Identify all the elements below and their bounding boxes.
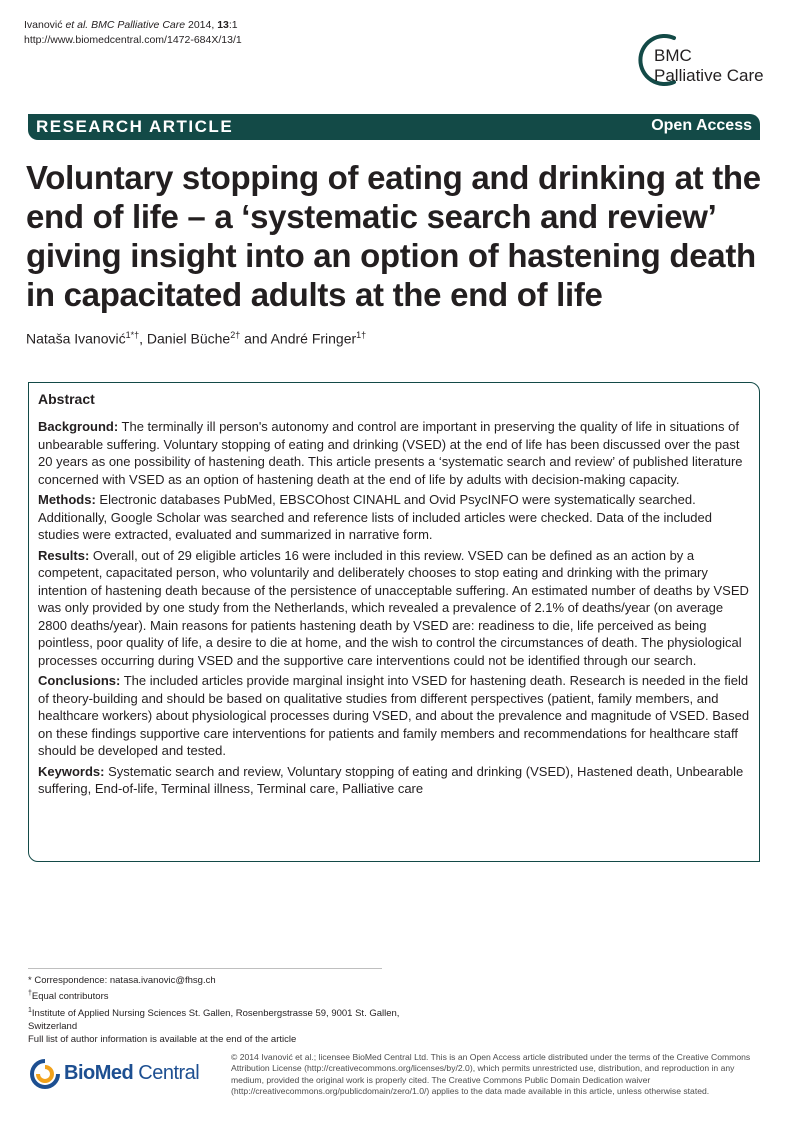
article-url[interactable]: http://www.biomedcentral.com/1472-684X/13/1: [24, 34, 242, 46]
abstract-keywords: Keywords: Systematic search and review, Voluntary stopping of eating and drinking (VSED), Hastened death, Unbearable suffering, End-of-life, Terminal illness, Terminal care, Palliative care: [38, 763, 744, 796]
biomed-swirl-icon: [28, 1058, 62, 1090]
affiliation-note: $^1$Institute of Applied Nursing Sciences St. Gallen, Rosenbergstrasse 59, 9001 St. Gallen, Switzerland: [28, 1006, 400, 1032]
author-name[interactable]: Nataša Ivanović: [26, 330, 126, 347]
open-access-label: Open Access: [651, 117, 752, 134]
license-statement: © 2014 Ivanović et al.; licensee BioMed Central Ltd. This is an Open Access article distributed under the terms of the Creative Commons Attribution License (http://creativecommons.org/licenses/by/2.0), which permits unrestricted use, distribution, and reproduction in any medium, provided the original work is properly cited. The Creative Commons Public Domain Dedication waiver (http://creativecommons.org/publicdomain/zero/1.0/) applies to the data made available in this article, unless otherwise stated.: [231, 1052, 751, 1096]
journal-citation: Ivanović et al. BMC Palliative Care 2014, 13:1: [24, 19, 238, 31]
abstract-results: Results: Overall, out of 29 eligible articles 16 were included in this review. VSED can be defined as an action by a competent, capacitated person, who voluntarily and deliberately chooses to stop eating and drinking with the primary intention of hastening death because of the persistence of unacceptable suffering. An estimated number of deaths by VSED was only provided by one study from the Netherlands, which revealed a prevalence of 2.1% of deaths/year (on average 2800 deaths/year). Main reasons for patients hastening death by VSED are: readiness to die, life perceived as being pointless, poor quality of life, a desire to die at home, and the wish to control the circumstances of death. The physiological processes occurring during VSED and the supportive care interventions could not be identified through our search.: [38, 547, 749, 668]
abstract-conclusions: Conclusions: The included articles provide marginal insight into VSED for hastening death. Research is needed in the field of theory-building and should be based on qualitative studies from different perspectives (patient, family members, and healthcare workers) about physiological processes during VSED, and about the prevalence and magnitude of VSED. Based on these findings supportive care interventions for patients and family members and recommendations for healthcare staff should be developed and tested.: [38, 673, 750, 758]
equal-contributors-note: †Equal contributors: [28, 990, 109, 1003]
author-list: [26, 330, 366, 347]
abstract-background: Background: The terminally ill person's autonomy and control are important in preserving the quality of life in situations of unbearable suffering. Voluntary stopping of eating and drinking (VSED) at the end of life has been discussed over the past 20 years as one possibility of hastening death. This article presents a ‘systematic search and review’ of published literature concerned with VSED as an option of hastening death at the end of life by adults with decision-making capacity.: [38, 419, 743, 487]
bmc-palliative-care-logo: [630, 30, 770, 92]
footnote-divider: [28, 968, 382, 969]
logo-line2: Palliative Care: [654, 66, 764, 85]
abstract-heading: Abstract: [38, 391, 95, 407]
correspondence: * Correspondence: natasa.ivanovic@fhsg.ch: [28, 975, 216, 986]
author-affiliation: 1*†: [125, 330, 140, 340]
author-name[interactable]: and André Fringer: [240, 330, 357, 347]
citation-header: [24, 18, 242, 48]
article-type-label: RESEARCH ARTICLE: [36, 117, 234, 136]
biomed-central-logo: [28, 1058, 208, 1090]
biomed-central-wordmark: BioMed Central: [64, 1062, 200, 1084]
footnotes: [28, 974, 408, 1046]
author-affiliation: 2†: [230, 330, 241, 340]
author-name[interactable]: , Daniel Büche: [139, 330, 231, 347]
article-title: Voluntary stopping of eating and drinking at the end of life – a ‘systematic search and review’ giving insight into an option of hastening death in capacitated adults at the end of life: [26, 159, 761, 313]
correspondence-email[interactable]: natasa.ivanovic@fhsg.ch: [109, 975, 216, 986]
author-affiliation: 1†: [356, 330, 367, 340]
abstract-body: [38, 418, 750, 801]
abstract-box: [28, 382, 760, 862]
author-info-note: Full list of author information is available at the end of the article: [28, 1034, 297, 1046]
abstract-methods: Methods: Electronic databases PubMed, EBSCOhost CINAHL and Ovid PsycINFO were systematically searched. Additionally, Google Scholar was searched and reference lists of included articles were checked. Data of the included studies were extracted, evaluated and summarized in narrative form.: [38, 492, 712, 542]
article-type-banner: [28, 114, 760, 140]
logo-line1: BMC: [654, 46, 692, 65]
